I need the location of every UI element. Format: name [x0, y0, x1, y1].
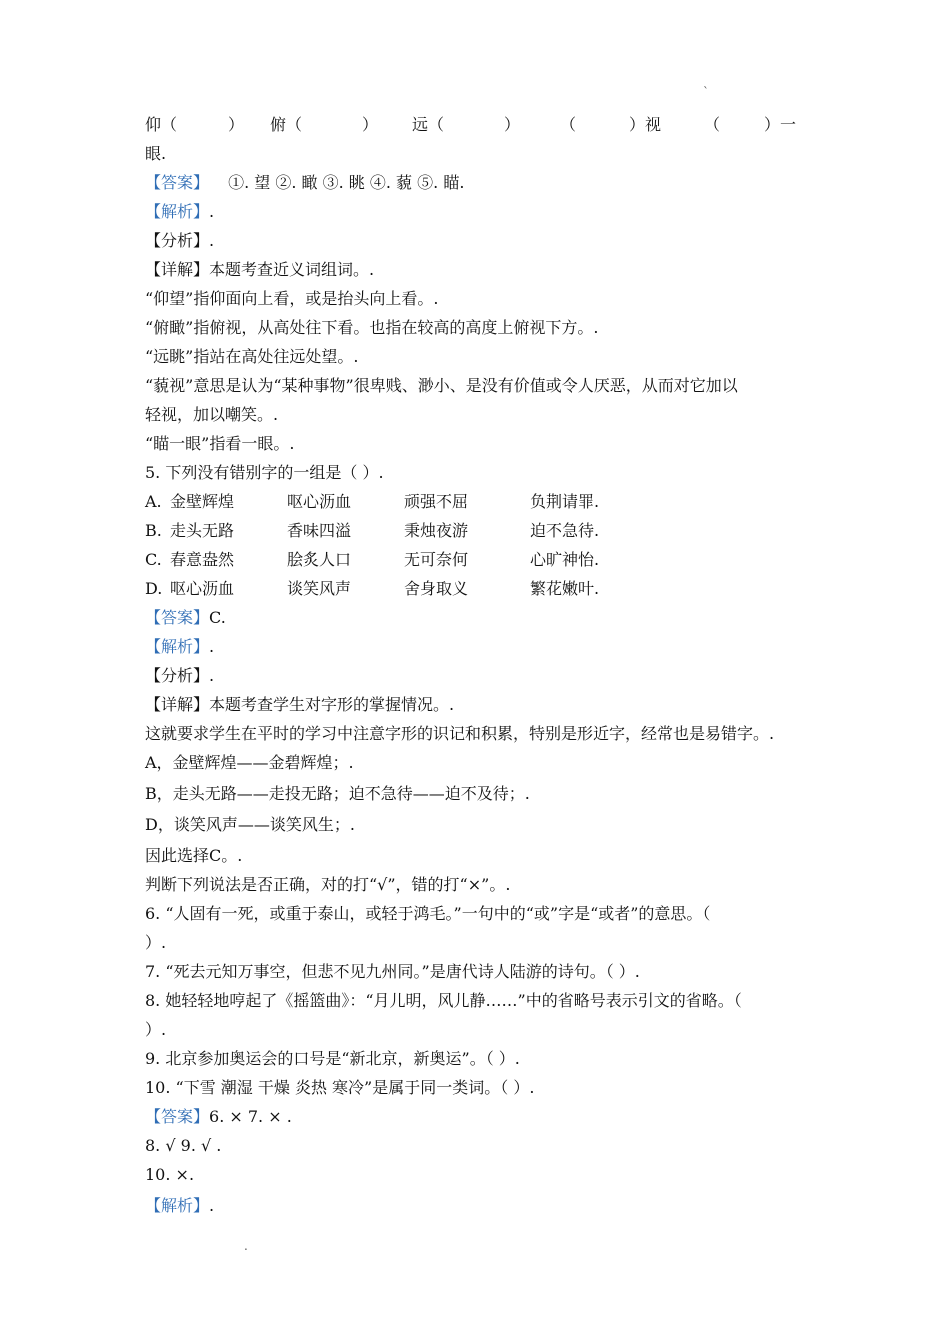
analysis-tail: .	[209, 1196, 215, 1215]
option-word: 繁花嫩叶.	[530, 579, 600, 598]
option-label: C.	[145, 550, 162, 569]
q4-analysis-line	[145, 201, 214, 223]
option-word: 顽强不屈	[404, 492, 469, 511]
judge-answer-line: 10. ×.	[145, 1165, 195, 1184]
q4-fill-wrap: 眼.	[145, 144, 167, 163]
fill-cell: （	[560, 115, 577, 134]
option-word: 无可奈何	[404, 550, 469, 569]
option-word: 呕心沥血	[170, 579, 235, 598]
option-word: 香味四溢	[287, 521, 352, 540]
q4-detail: 【详解】本题考查近义词组词。.	[145, 260, 375, 279]
fill-cell: 俯（	[270, 115, 303, 134]
q4-explain-line: “远眺”指站在高处往远处望。.	[145, 347, 359, 366]
option-word: 走头无路	[170, 521, 235, 540]
q4-explain-line: “藐视”意思是认为“某种事物”很卑贱、渺小、是没有价值或令人厌恶，从而对它加以	[145, 376, 738, 395]
q5-answer-line	[145, 607, 226, 629]
q5-question: 5. 下列没有错别字的一组是（ ）.	[145, 463, 384, 482]
judge-item: ）.	[145, 933, 167, 952]
judge-item: 8. 她轻轻地哼起了《摇篮曲》：“月儿明，风儿静……”中的省略号表示引文的省略。（	[145, 991, 742, 1010]
option-label: B.	[145, 521, 162, 540]
judge-analysis-line	[145, 1195, 214, 1217]
analysis-tail: .	[209, 637, 215, 656]
analysis-tag: 【解析】	[145, 1196, 210, 1215]
q5-explain-line: D，谈笑风声——谈笑风生；.	[145, 815, 355, 834]
option-word: 谈笑风声	[287, 579, 352, 598]
judge-item: 9. 北京参加奥运会的口号是“新北京，新奥运”。（ ）.	[145, 1049, 520, 1068]
fill-cell: ）	[504, 115, 521, 134]
judge-item: 10. “下雪 潮湿 干燥 炎热 寒冷”是属于同一类词。（ ）.	[145, 1078, 535, 1097]
option-word: 春意盎然	[170, 550, 235, 569]
answer-text: ①. 望 ②. 瞰 ③. 眺 ④. 藐 ⑤. 瞄.	[228, 173, 465, 192]
answer-text: 6. × 7. × .	[209, 1107, 292, 1126]
analysis-tail: .	[209, 202, 215, 221]
bottom-mark: .	[244, 1239, 248, 1253]
q5-fenxi: 【分析】.	[145, 666, 215, 685]
answer-tag: 【答案】	[145, 608, 210, 627]
fill-cell: （	[704, 115, 721, 134]
option-word: 金壁辉煌	[170, 492, 235, 511]
fill-cell: ）	[228, 115, 245, 134]
option-word: 负荆请罪.	[530, 492, 600, 511]
judge-answer-line	[145, 1106, 292, 1128]
fill-cell: 仰（	[145, 115, 178, 134]
fill-cell: ）一	[764, 115, 797, 134]
fill-cell: ）	[362, 115, 379, 134]
q5-explain-line: 这就要求学生在平时的学习中注意字形的识记和积累，特别是形近字，经常也是易错字。.	[145, 724, 775, 743]
answer-tag: 【答案】	[145, 1107, 210, 1126]
judge-intro: 判断下列说法是否正确，对的打“√”，错的打“×”。.	[145, 875, 511, 894]
q4-explain-line: “俯瞰”指俯视，从高处往下看。也指在较高的高度上俯视下方。.	[145, 318, 599, 337]
q4-answer-line	[145, 172, 464, 194]
option-word: 呕心沥血	[287, 492, 352, 511]
q5-explain-line: A，金壁辉煌——金碧辉煌；.	[145, 753, 354, 772]
q5-explain-line: 因此选择C。.	[145, 846, 243, 865]
answer-text: C.	[209, 608, 226, 627]
q4-fenxi: 【分析】.	[145, 231, 215, 250]
analysis-tag: 【解析】	[145, 637, 210, 656]
option-label: A.	[145, 492, 162, 511]
option-word: 脍炙人口	[287, 550, 352, 569]
q4-explain-line: “仰望”指仰面向上看，或是抬头向上看。.	[145, 289, 439, 308]
q4-explain-line: “瞄一眼”指看一眼。.	[145, 434, 295, 453]
q5-analysis-line	[145, 636, 214, 658]
option-word: 舍身取义	[404, 579, 469, 598]
judge-answer-line: 8. √ 9. √ .	[145, 1136, 222, 1155]
q5-detail: 【详解】本题考查学生对字形的掌握情况。.	[145, 695, 455, 714]
fill-cell: ）视	[629, 115, 662, 134]
judge-item: 7. “死去元知万事空，但悲不见九州同。”是唐代诗人陆游的诗句。（ ）.	[145, 962, 640, 981]
fill-cell: 远（	[412, 115, 445, 134]
option-word: 秉烛夜游	[404, 521, 469, 540]
judge-item: 6. “人固有一死，或重于泰山，或轻于鸿毛。”一句中的“或”字是“或者”的意思。（	[145, 904, 711, 923]
judge-item: ）.	[145, 1020, 167, 1039]
top-mark: `	[703, 85, 709, 99]
analysis-tag: 【解析】	[145, 202, 210, 221]
q4-explain-line: 轻视，加以嘲笑。.	[145, 405, 279, 424]
option-word: 心旷神怡.	[530, 550, 600, 569]
answer-tag: 【答案】	[145, 173, 210, 192]
option-word: 迫不急待.	[530, 521, 600, 540]
q5-explain-line: B，走头无路——走投无路；迫不急待——迫不及待；.	[145, 784, 530, 803]
option-label: D.	[145, 579, 163, 598]
